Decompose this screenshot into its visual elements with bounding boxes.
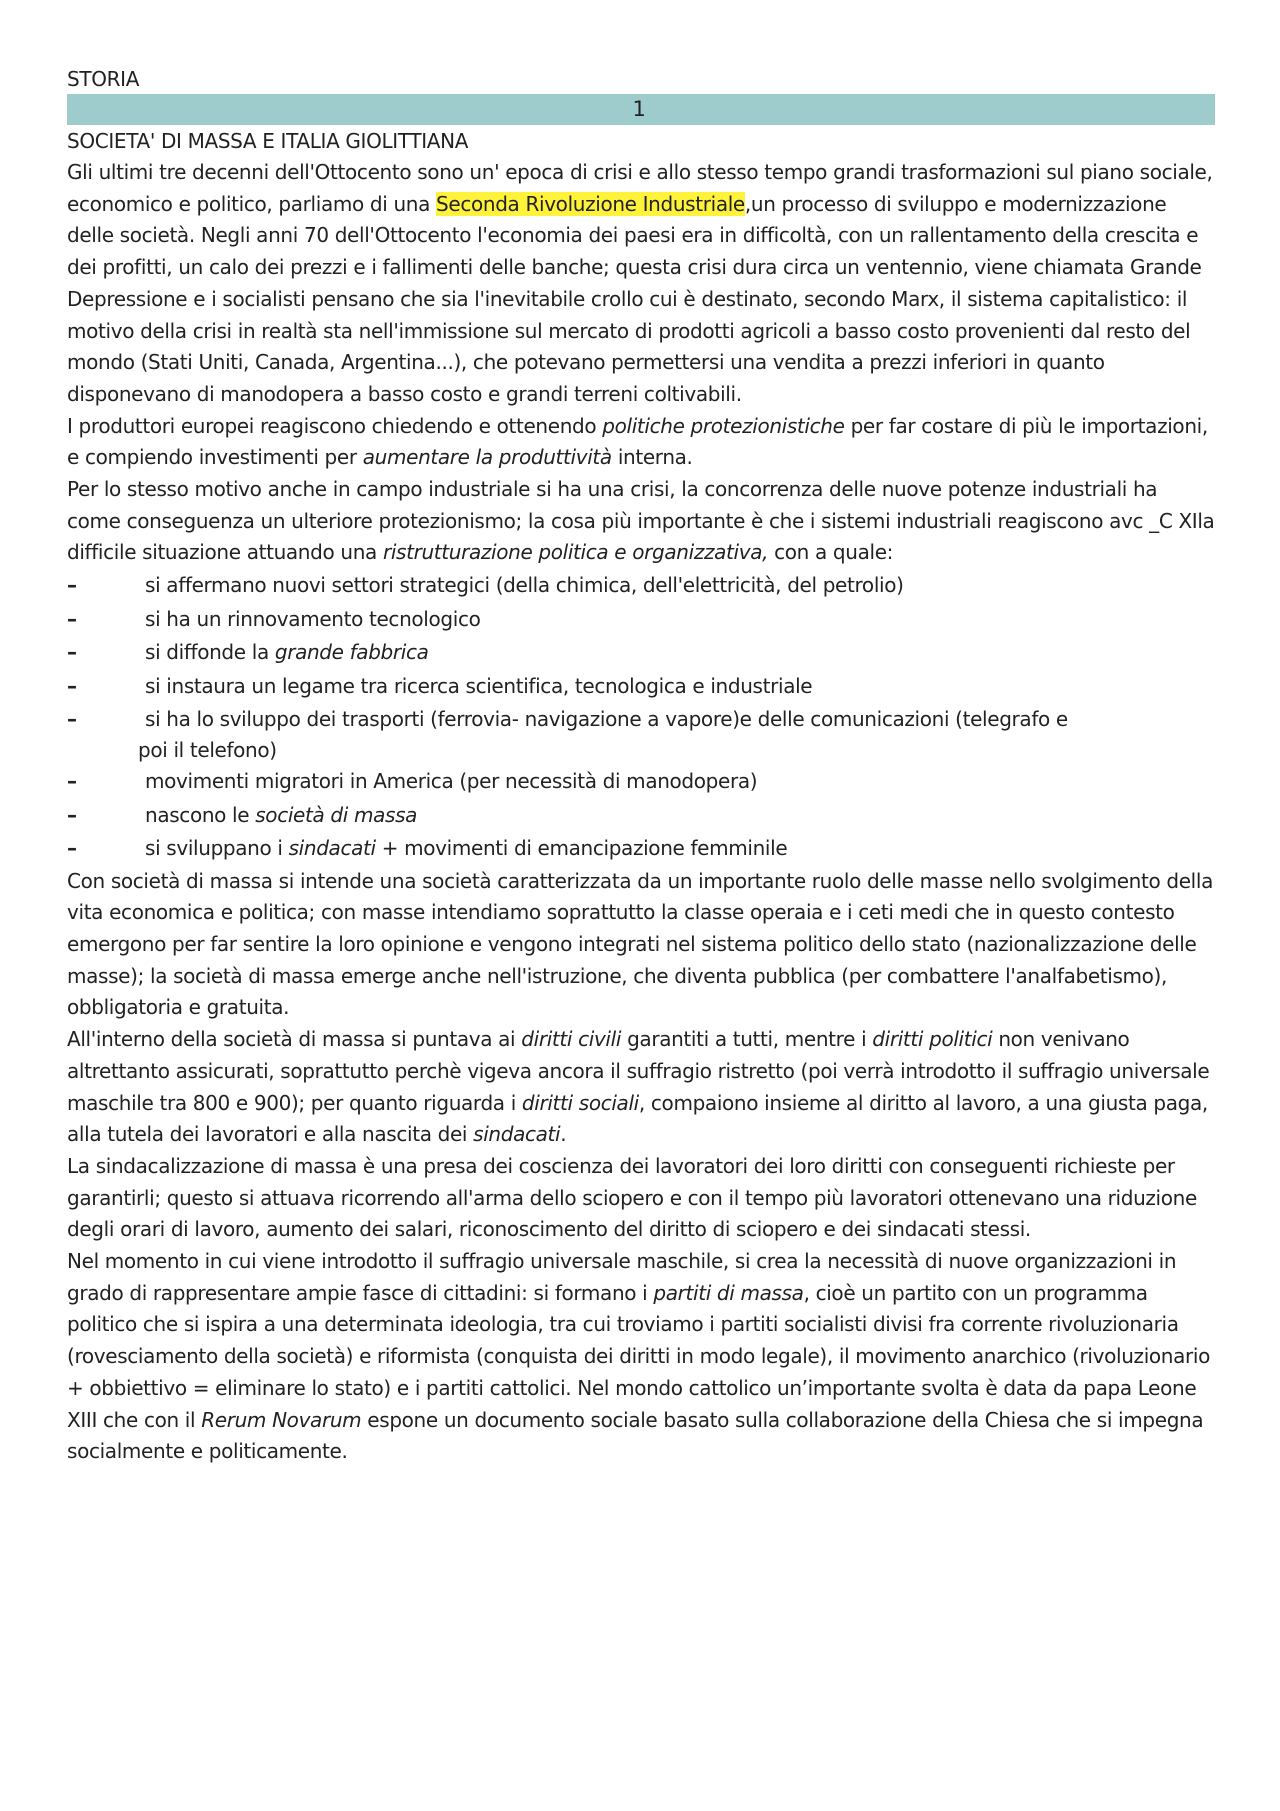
paragraph-4: Con società di massa si intende una società caratterizzata da un importante ruolo delle masse nello svolgimento della vita economica e politica; con masse intendiamo soprattutto la classe operaia e i ceti medi che in questo contesto emergono per far sentire la loro opinione e vengono integrati nel sistema politico dello stato (nazionalizzazione delle masse); la società di massa emerge anche nell'istruzione, che diventa pubblica (per combattere l'analfabetismo), obbligatoria e gratuita. (67, 868, 1213, 1020)
paragraph-3 (67, 474, 1215, 569)
list-item (67, 799, 1215, 833)
list-item (67, 670, 1215, 704)
list-item-text: si sviluppano i (145, 836, 289, 861)
paragraph-5-text-e: . (560, 1122, 567, 1147)
paragraph-5-text-d: , compaiono insieme al diritto al lavoro, a una giusta paga, alla tutela dei lavoratori e alla nascita dei (67, 1090, 1208, 1147)
paragraph-5-text-b: garantiti a tutti, mentre i (621, 1027, 873, 1052)
paragraph-5 (67, 1024, 1215, 1151)
list-item (67, 603, 1215, 637)
chapter-number-bar (67, 94, 1215, 125)
paragraph-2-emphasis-a: politiche protezionistiche (602, 413, 845, 438)
list-item-text: movimenti migratori in America (per necessità di manodopera) (145, 769, 758, 794)
list-item-text: si instaura un legame tra ricerca scientifica, tecnologica e industriale (145, 673, 813, 698)
paragraph-1-text-a: Gli ultimi tre decenni dell'Ottocento sono un' epoca di crisi e allo stesso tempo grandi trasformazioni sul piano sociale, economico e politico, parliamo di una (67, 160, 1213, 216)
paragraph-3-text-b: con a quale: (768, 540, 894, 565)
list-item (67, 569, 1215, 603)
list-item-continuation: poi il telefono) (138, 738, 277, 763)
paragraph-7-emphasis-a: partiti di massa (653, 1280, 804, 1305)
paragraph-2-text-a: I produttori europei reagiscono chiedendo e ottenendo (67, 413, 603, 438)
paragraph-1 (67, 157, 1215, 411)
list-item-text: si ha lo sviluppo dei trasporti (ferrovia- navigazione a vapore)e delle comunicazioni (telegrafo e (145, 707, 1068, 732)
paragraph-1-text-b: ,un processo di sviluppo e modernizzazione delle società. Negli anni 70 dell'Ottocento l'economia dei paesi era in difficoltà, con un rallentamento della crescita e dei profitti, un calo dei prezzi e i fallimenti delle banche; questa crisi dura circa un ventennio, viene chiamata Grande Depressione e i socialisti pensano che sia l'inevitabile crollo cui è destinato, secondo Marx, il sistema capitalistico: il motivo della crisi in realtà sta nell'immissione sul mercato di prodotti agricoli a basso costo provenienti dal resto del mondo (Stati Uniti, Canada, Argentina...), che potevano permettersi una vendita a prezzi inferiori in quanto disponevano di manodopera a basso costo e grandi terreni coltivabili. (67, 191, 1202, 406)
paragraph-5-text-c: non venivano altrettanto assicurati, soprattutto perchè vigeva ancora il suffragio ristretto (poi verrà introdotto il suffragio universale maschile tra 800 e 900); per quanto riguarda i (67, 1027, 1210, 1115)
list-item-emphasis: grande fabbrica (274, 640, 429, 665)
paragraph-2-emphasis-b: aumentare la produttività (362, 445, 612, 470)
list-item-text: si affermano nuovi settori strategici (della chimica, dell'elettricità, del petrolio) (145, 573, 904, 598)
list-item-text: si diffonde la (145, 640, 275, 665)
dash-list (67, 569, 1215, 866)
paragraph-7-text-b: , cioè un partito con un programma politico che si ispira a una determinata ideologia, tra cui troviamo i partiti socialisti divisi fra corrente rivoluzionaria (rovesciamento della società) e riformista (conquista dei diritti in modo legale), il movimento anarchico (rivoluzionario + obbiettivo = eliminare lo stato) e i partiti cattolici. Nel mondo cattolico un’importante svolta è data da papa Leone XIII che con il (67, 1280, 1210, 1432)
list-item (67, 765, 1215, 799)
list-item-emphasis: sindacati (288, 836, 376, 861)
paragraph-2-text-c: interna. (611, 445, 693, 470)
paragraph-5-emphasis-a: diritti civili (521, 1027, 622, 1052)
paragraph-5-emphasis-c: diritti sociali (521, 1090, 639, 1115)
highlighted-term: Seconda Rivoluzione Industriale (436, 191, 745, 216)
paragraph-7-text-c: espone un documento sociale basato sulla collaborazione della Chiesa che si impegna socialmente e politicamente. (67, 1407, 1204, 1464)
list-item-text: nascono le (145, 802, 256, 827)
chapter-title: SOCIETA' DI MASSA E ITALIA GIOLITTIANA (67, 129, 469, 153)
list-item-emphasis: società di massa (255, 802, 418, 827)
paragraph-7-emphasis-b: Rerum Novarum (201, 1407, 362, 1432)
paragraph-2-text-b: per far costare di più le importazioni, e compiendo investimenti per (67, 413, 1208, 470)
paragraph-3-emphasis: ristrutturazione politica e organizzativa, (382, 540, 769, 565)
list-item-text: si ha un rinnovamento tecnologico (145, 606, 481, 631)
document-page (67, 64, 1215, 1468)
list-item (67, 636, 1215, 670)
paragraph-7-text-a: Nel momento in cui viene introdotto il suffragio universale maschile, si crea la necessità di nuove organizzazioni in grado di rappresentare ampie fasce di cittadini: si formano i (67, 1249, 1177, 1305)
list-item-text: + movimenti di emancipazione femminile (375, 836, 788, 861)
list-item (67, 703, 1215, 765)
list-item (67, 832, 1215, 866)
paragraph-5-emphasis-d: sindacati (473, 1122, 561, 1147)
paragraph-5-text-a: All'interno della società di massa si puntava ai (67, 1027, 522, 1052)
chapter-number: 1 (632, 97, 646, 121)
subject-heading: STORIA (67, 67, 140, 91)
paragraph-2 (67, 411, 1215, 474)
paragraph-6: La sindacalizzazione di massa è una presa dei coscienza dei lavoratori dei loro diritti con conseguenti richieste per garantirli; questo si attuava ricorrendo all'arma dello sciopero e con il tempo più lavoratori ottenevano una riduzione degli orari di lavoro, aumento dei salari, riconoscimento del diritto di sciopero e dei sindacati stessi. (67, 1153, 1197, 1242)
paragraph-7 (67, 1246, 1215, 1468)
paragraph-3-text-a: Per lo stesso motivo anche in campo industriale si ha una crisi, la concorrenza delle nuove potenze industriali ha come conseguenza un ulteriore protezionismo; la cosa più importante è che i sistemi industriali reagiscono avc _C XIla difficile situazione attuando una (67, 477, 1215, 565)
paragraph-5-emphasis-b: diritti politici (872, 1027, 993, 1052)
